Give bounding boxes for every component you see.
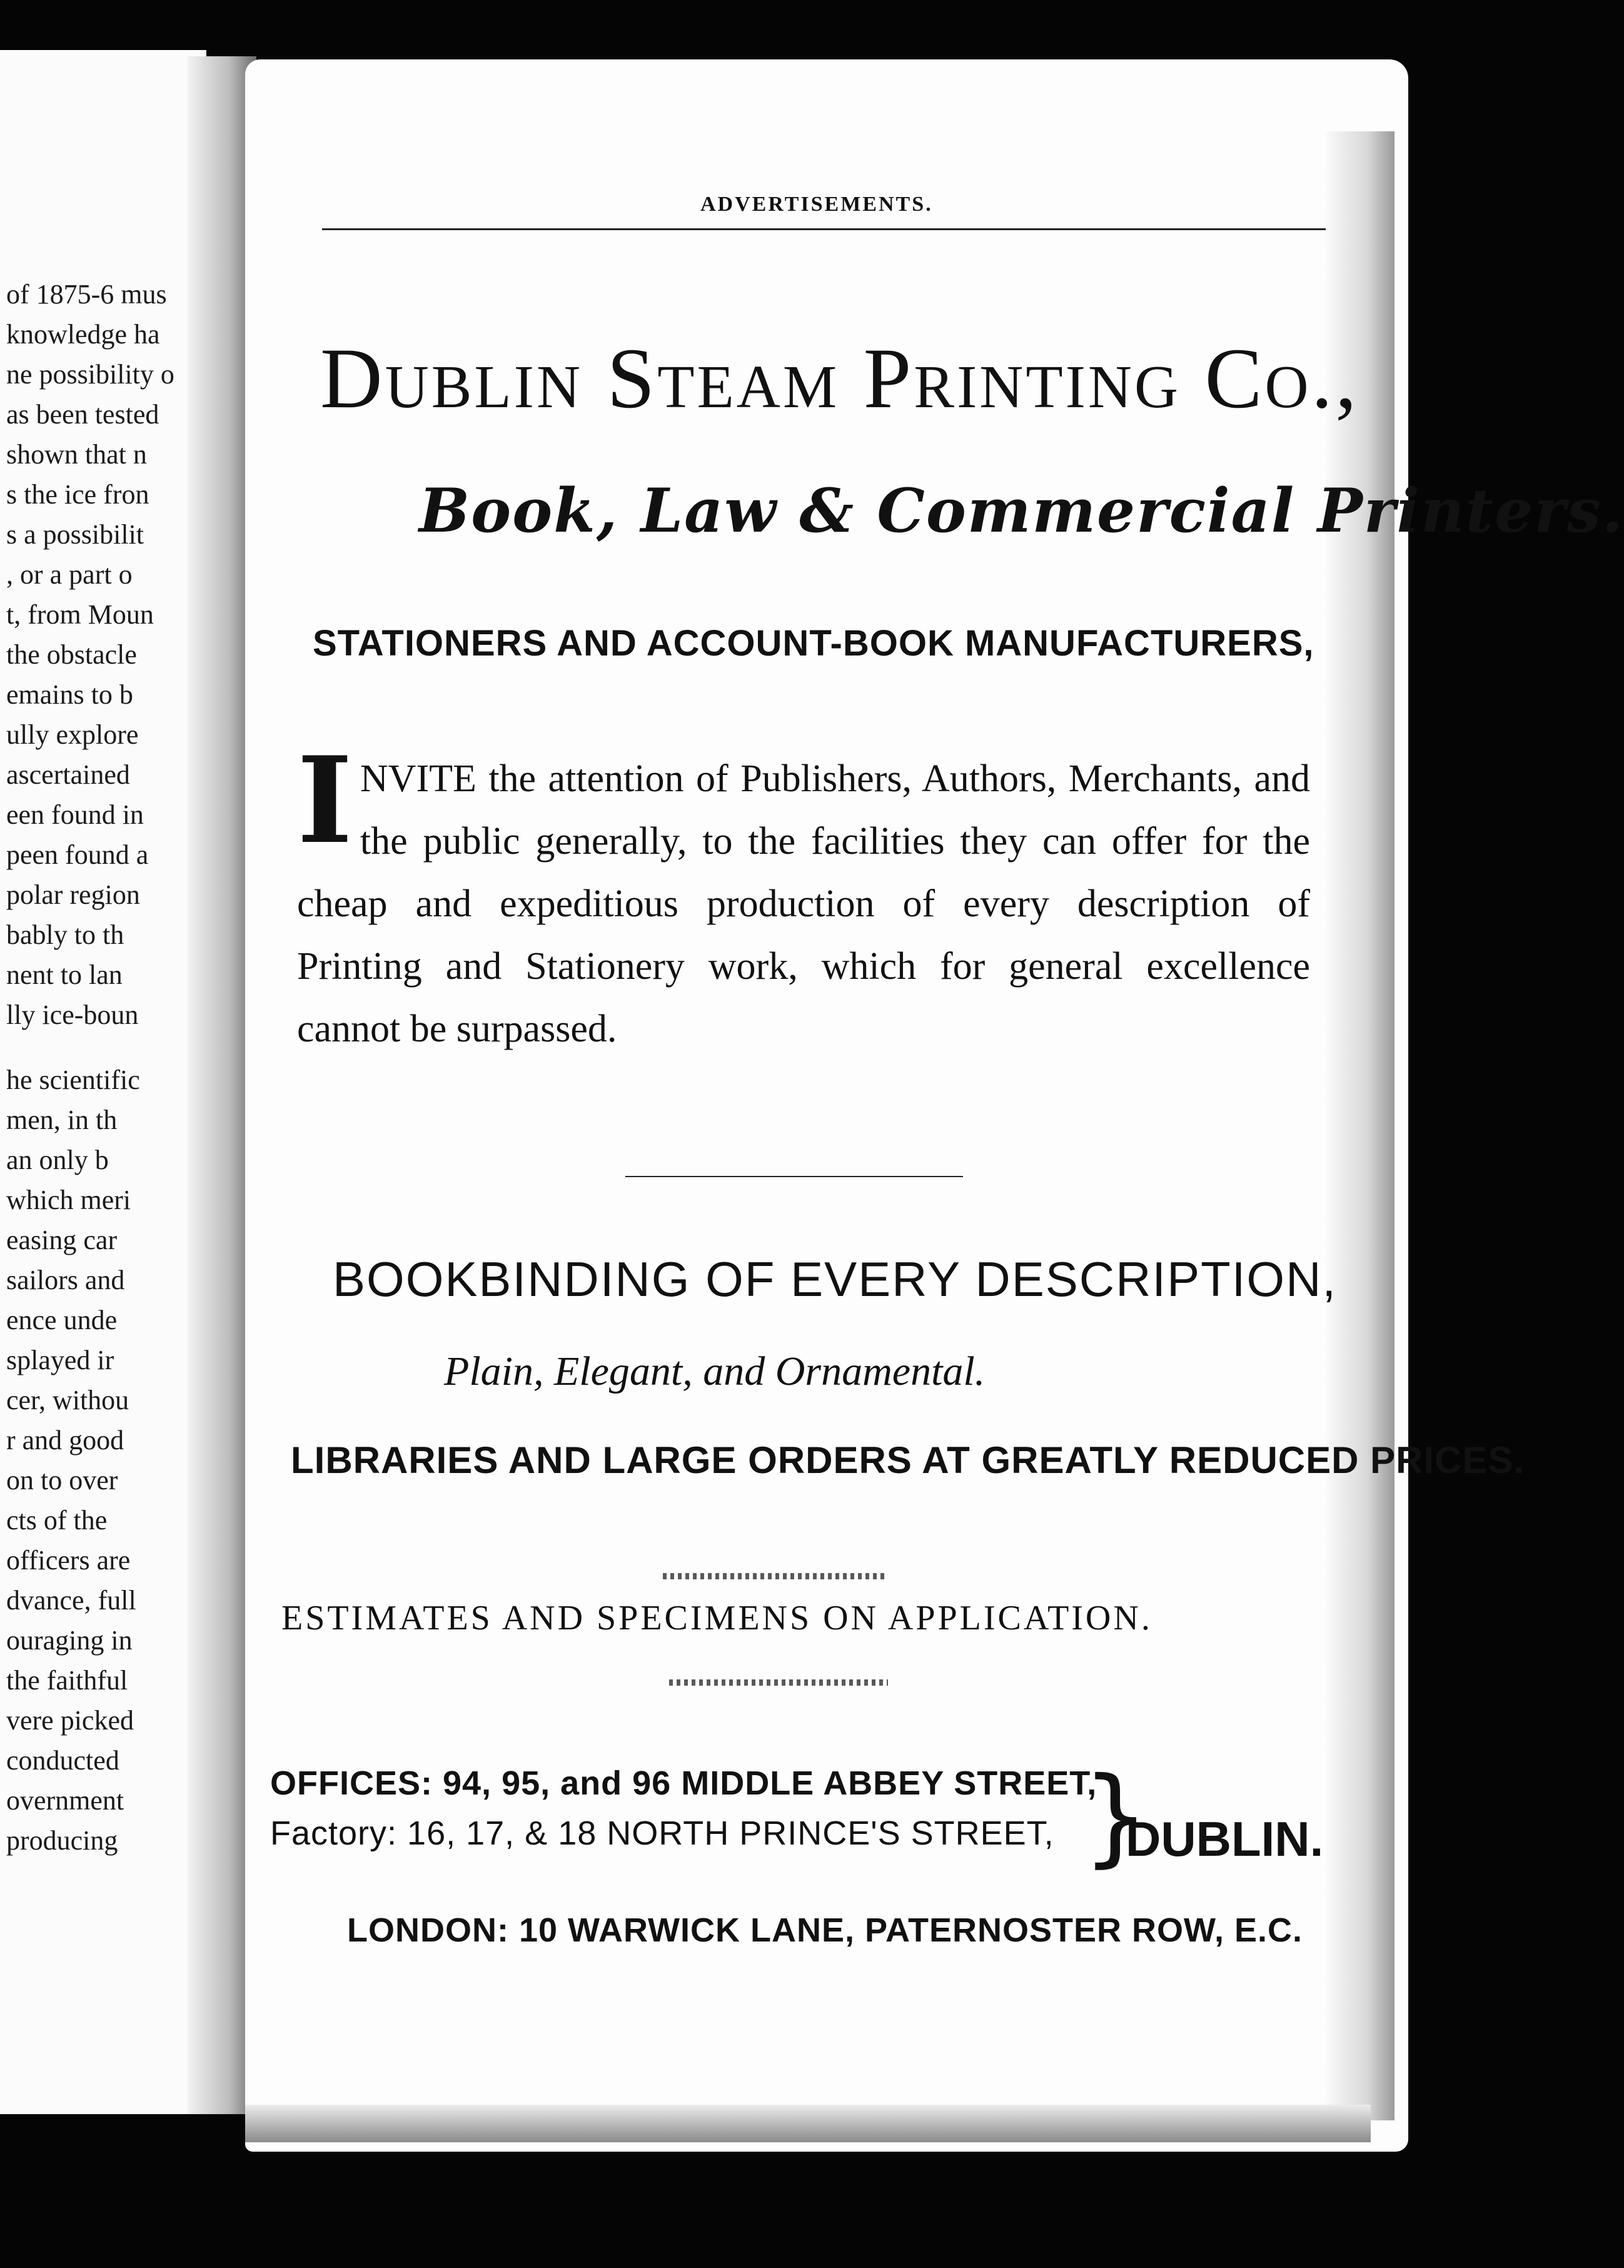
ornament-rule-bottom	[669, 1679, 888, 1686]
factory-address: Factory: 16, 17, & 18 NORTH PRINCE'S STREET,	[270, 1815, 1054, 1852]
left-page-line: an only b	[6, 1145, 109, 1175]
left-page-line: een found in	[6, 799, 144, 830]
invitation-paragraph	[297, 731, 1310, 1060]
left-page-line: the obstacle	[6, 639, 137, 670]
left-page-line: of 1875-6 mus	[6, 279, 167, 310]
offices-address: OFFICES: 94, 95, and 96 MIDDLE ABBEY STREET,	[270, 1764, 1097, 1802]
left-page-line: r and good	[6, 1425, 124, 1455]
left-page-line: cer, withou	[6, 1385, 129, 1415]
left-page-line: bably to th	[6, 919, 124, 950]
page-edge	[1326, 131, 1395, 2120]
address-brace: }	[1082, 1754, 1150, 1878]
left-page-line: vere picked	[6, 1705, 134, 1736]
left-page-line: he scientific	[6, 1065, 140, 1095]
london-address: LONDON: 10 WARWICK LANE, PATERNOSTER ROW, E.C.	[347, 1911, 1303, 1949]
page-bottom-edge	[245, 2105, 1371, 2142]
left-page-line: nent to lan	[6, 959, 123, 990]
left-page-line: producing	[6, 1825, 118, 1856]
left-page-line: which meri	[6, 1185, 131, 1215]
company-name: Dublin Steam Printing Co.,	[320, 330, 1359, 426]
city-name: DUBLIN.	[1126, 1811, 1324, 1866]
left-page-line: on to over	[6, 1465, 118, 1496]
left-page-line: knowledge ha	[6, 319, 160, 350]
left-page-line: t, from Moun	[6, 599, 154, 630]
left-page-line: polar region	[6, 879, 140, 910]
drop-cap: I	[297, 731, 353, 870]
header-rule	[322, 228, 1326, 230]
left-page-line: s a possibilit	[6, 519, 144, 550]
left-page-line: lly ice-boun	[6, 1000, 139, 1030]
bookbinding-heading: BOOKBINDING OF EVERY DESCRIPTION,	[333, 1252, 1338, 1307]
left-page-line: emains to b	[6, 679, 133, 710]
left-page-line: dvance, full	[6, 1585, 136, 1616]
left-page-line: , or a part o	[6, 559, 133, 590]
section-divider	[625, 1176, 963, 1177]
page-header: ADVERTISEMENTS.	[700, 193, 933, 216]
stationers-heading: STATIONERS AND ACCOUNT-BOOK MANUFACTURERS,	[313, 623, 1314, 664]
left-page-line: splayed ir	[6, 1345, 114, 1375]
left-page-line: conducted	[6, 1745, 119, 1776]
left-page-line: shown that n	[6, 439, 147, 470]
ornament-rule-top	[663, 1573, 888, 1579]
left-page-line: s the ice fron	[6, 479, 149, 510]
invitation-body: NVITE the attention of Publishers, Authors, Merchants, and the public generally, to the facilities they can offer for the cheap and expeditious production of every description of Printing and Stationery work, which for general excellence cannot be surpassed.	[297, 757, 1310, 1050]
left-page-line: peen found a	[6, 839, 149, 870]
bookbinding-styles: Plain, Elegant, and Ornamental.	[444, 1349, 986, 1394]
left-page-line: as been tested	[6, 399, 159, 430]
left-page-line: easing car	[6, 1225, 118, 1255]
libraries-offer: LIBRARIES AND LARGE ORDERS AT GREATLY REDUCED PRICES.	[291, 1439, 1525, 1481]
left-page-line: ascertained	[6, 759, 130, 790]
left-page-line: sailors and	[6, 1265, 125, 1295]
left-page-line: overnment	[6, 1785, 124, 1816]
left-page-line: men, in th	[6, 1105, 118, 1135]
left-page-line: ouraging in	[6, 1625, 133, 1656]
left-page-line: the faithful	[6, 1665, 128, 1696]
left-page-line: ully explore	[6, 719, 139, 750]
left-page-line: ence unde	[6, 1305, 118, 1335]
left-page-line: ne possibility o	[6, 359, 174, 390]
left-page-line: officers are	[6, 1545, 131, 1576]
left-page-line: cts of the	[6, 1505, 108, 1536]
estimates-line: ESTIMATES AND SPECIMENS ON APPLICATION.	[281, 1599, 1152, 1638]
printers-subtitle: Book, Law & Commercial Printers.	[419, 475, 1624, 546]
